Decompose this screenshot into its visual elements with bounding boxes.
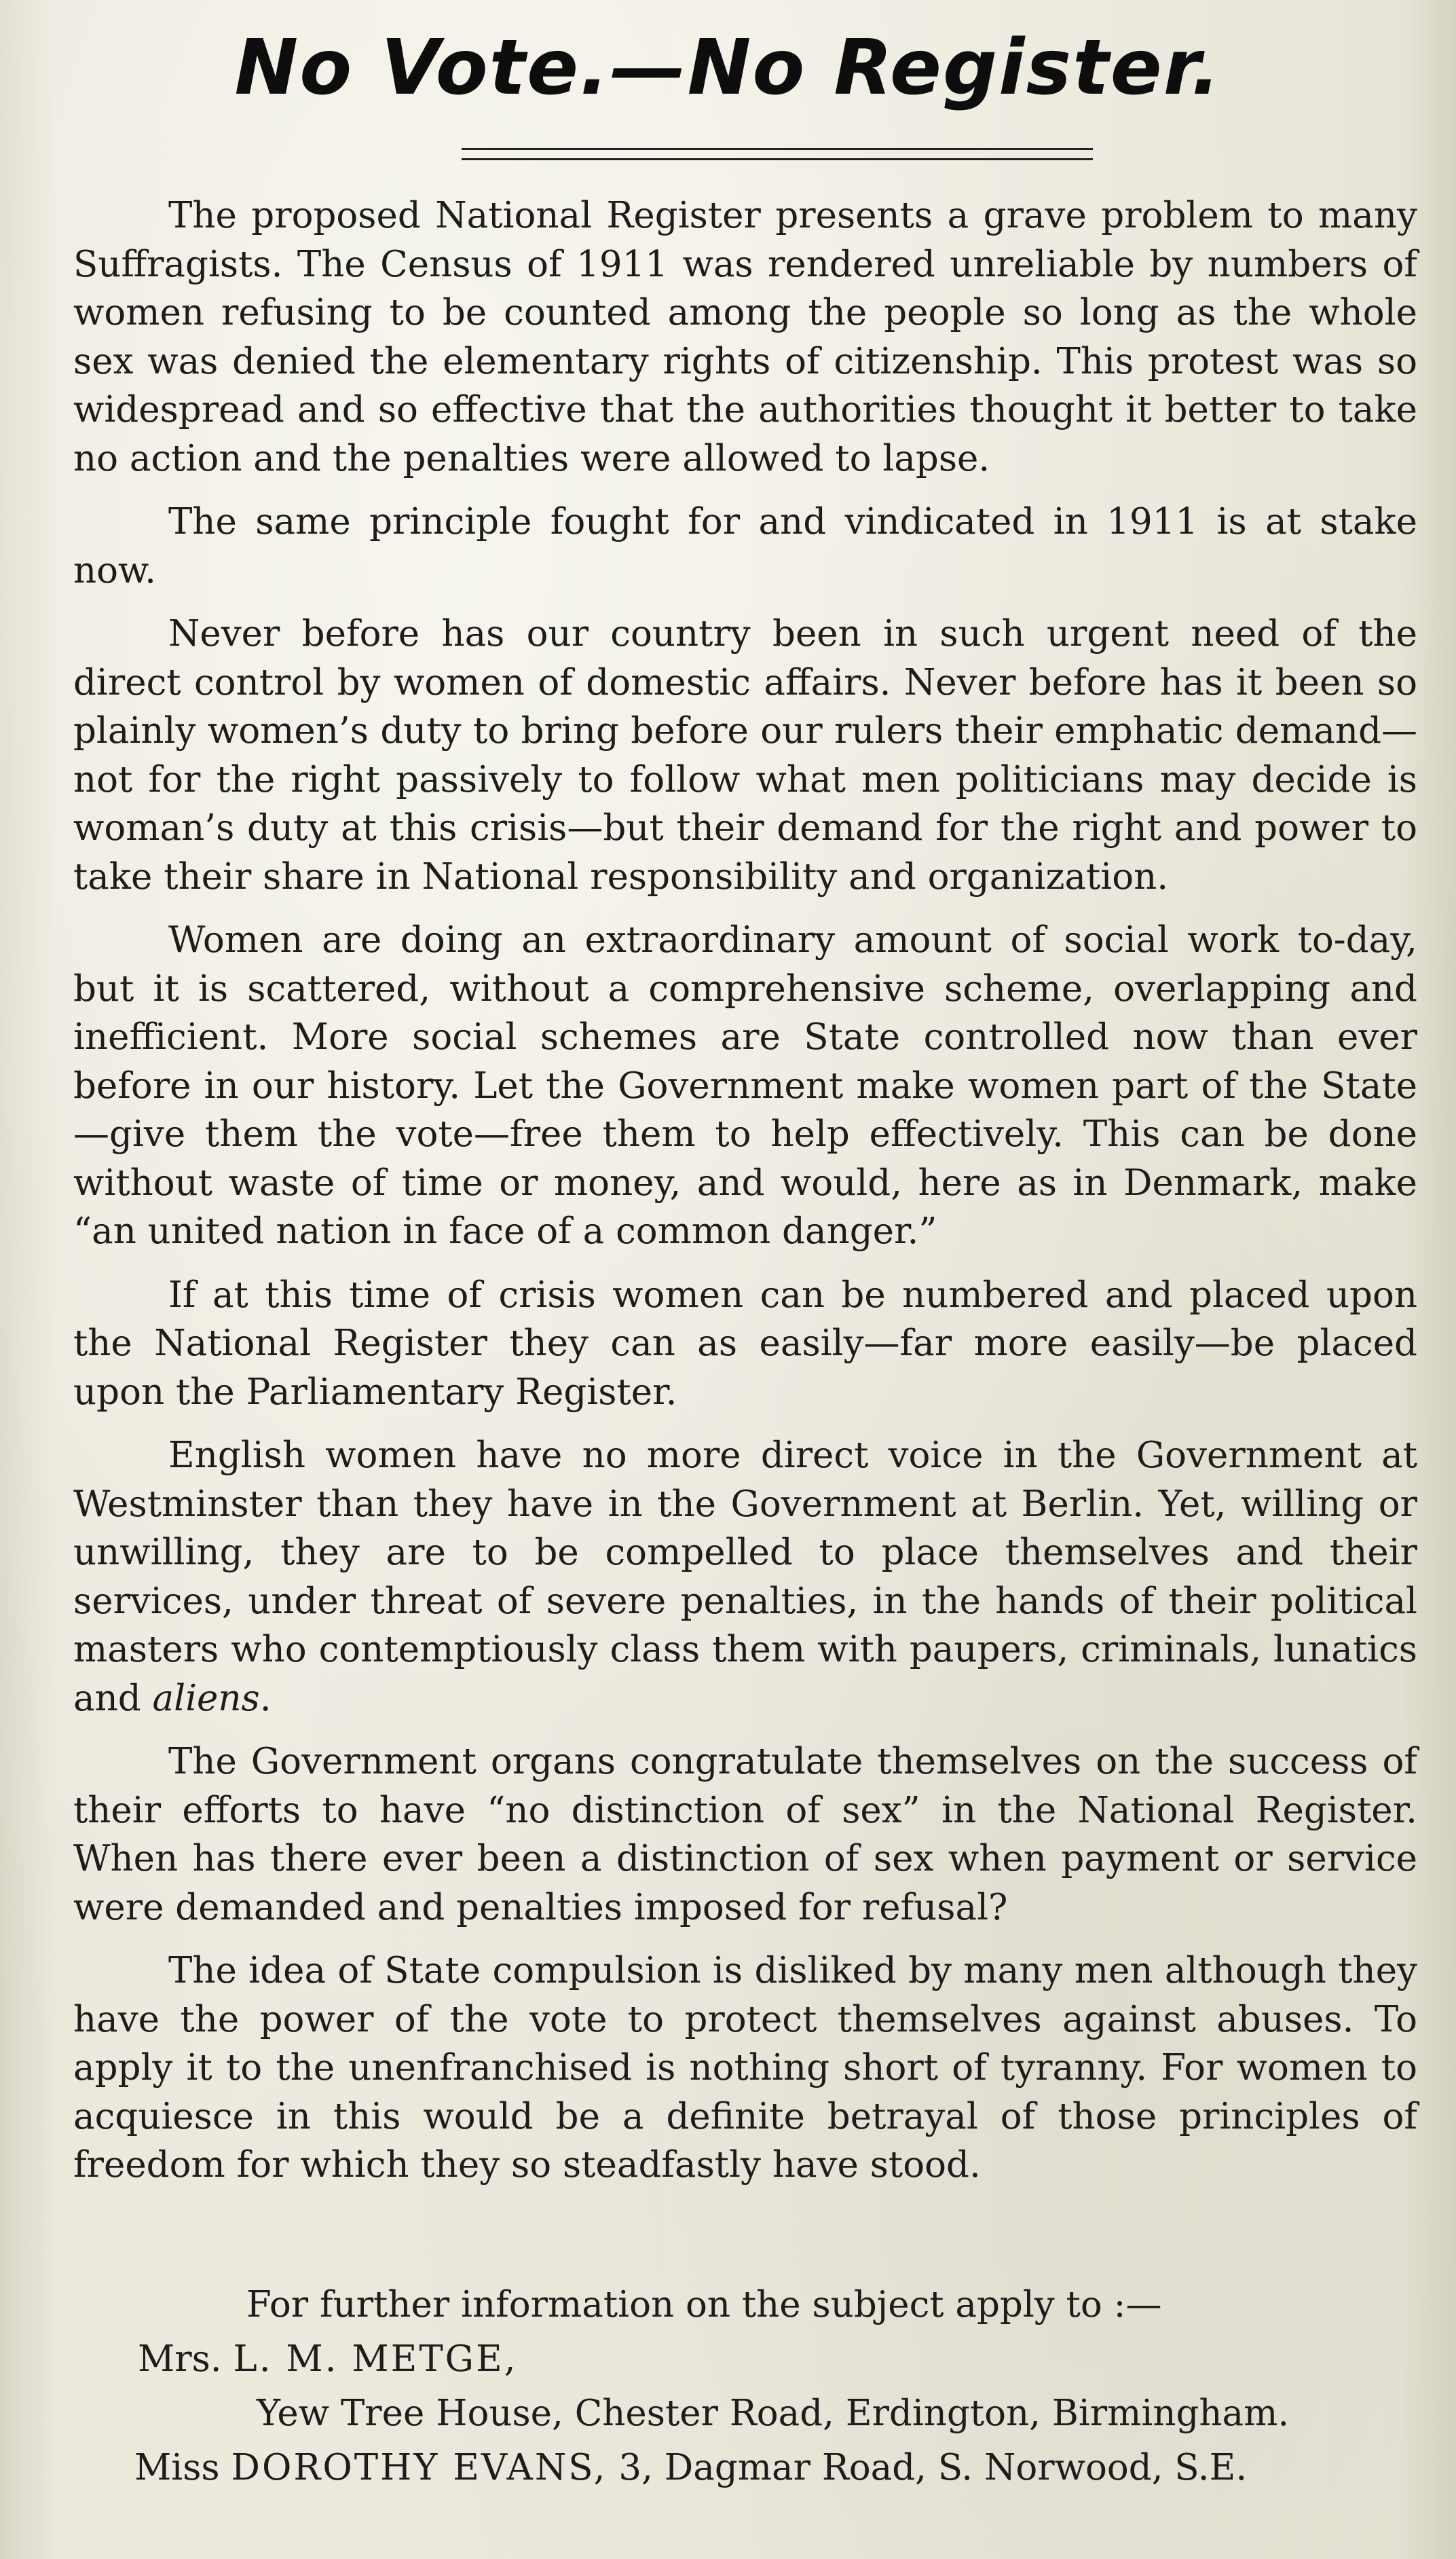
contact-1-prefix: Mrs.: [138, 2338, 222, 2380]
paragraph-text: English women have no more direct voice in the Government at Westminster than they have in the Government at Berlin. Yet, willing or unwilling, they are to be compelled to place themselves and their services, under threat of severe penalties, in the hands of their political masters who contemptiously class them with paupers, criminals, lunatics and: [73, 1435, 1417, 1719]
contact-2-name: DOROTHY EVANS,: [231, 2447, 608, 2488]
paragraph-tail: .: [259, 1677, 272, 1719]
paragraph-numbered-register: If at this time of crisis women can be numbered and placed upon the National Register they can as easily—far more easily—be placed upon the Parliamentary Register.: [73, 1274, 1417, 1413]
contact-1-address: Yew Tree House, Chester Road, Erdington, Birmingham.: [257, 2393, 1290, 2434]
paragraph-no-direct-voice: [73, 1431, 1417, 1723]
title-double-rule: [462, 148, 1093, 160]
contact-1-line: [73, 2332, 1417, 2387]
paragraph-principle-at-stake: The same principle fought for and vindicated in 1911 is at stake now.: [73, 501, 1417, 591]
contact-2-line: [73, 2441, 1417, 2495]
paragraph-urgent-need: Never before has our country been in such urgent need of the direct control by women of domestic affairs. Never before has it been so plainly women’s duty to bring before our rulers their emphatic demand—not for the right passively to follow what men politicians may decide is woman’s duty at this crisis—but their demand for the right and power to take their share in National responsibility and organization.: [73, 613, 1417, 898]
document-title: No Vote.—No Register.: [234, 24, 1222, 112]
footer-intro: For further information on the subject apply to :—: [246, 2284, 1162, 2325]
paragraph-no-distinction-of-sex: The Government organs congratulate themselves on the success of their efforts to have “no distinction of sex” in the National Register. When has there ever been a distinction of sex when payment or service were demanded and penalties imposed for refusal?: [73, 1741, 1417, 1928]
document-body: [73, 191, 1417, 2205]
contact-1-name: L. M. METGE,: [233, 2338, 518, 2380]
contact-2-prefix: Miss: [134, 2447, 220, 2488]
paragraph-state-compulsion: The idea of State compulsion is disliked by many men although they have the power of the vote to protect themselves against abuses. To apply it to the unenfranchised is nothing short of tyranny. For women to acquiesce in this would be a definite betrayal of those principles of freedom for which they so steadfastly have stood.: [73, 1950, 1417, 2186]
emphasis-aliens: aliens: [152, 1677, 260, 1719]
contact-2-address: 3, Dagmar Road, S. Norwood, S.E.: [618, 2447, 1248, 2488]
contact-footer: [73, 2278, 1417, 2495]
paragraph-census-protest: The proposed National Register presents a grave problem to many Suffragists. The Census of 1911 was rendered unreliable by numbers of women refusing to be counted among the people so long as the whole sex was denied the elementary rights of citizenship. This protest was so widespread and so effective that the authorities thought it better to take no action and the penalties were allowed to lapse.: [73, 195, 1417, 479]
paragraph-social-work: Women are doing an extraordinary amount of social work to-day, but it is scattered, without a comprehensive scheme, overlapping and inefficient. More social schemes are State controlled now than ever before in our history. Let the Government make women part of the State—give them the vote—free them to help effectively. This can be done without waste of time or money, and would, here as in Denmark, make “an united nation in face of a common danger.”: [73, 919, 1417, 1252]
